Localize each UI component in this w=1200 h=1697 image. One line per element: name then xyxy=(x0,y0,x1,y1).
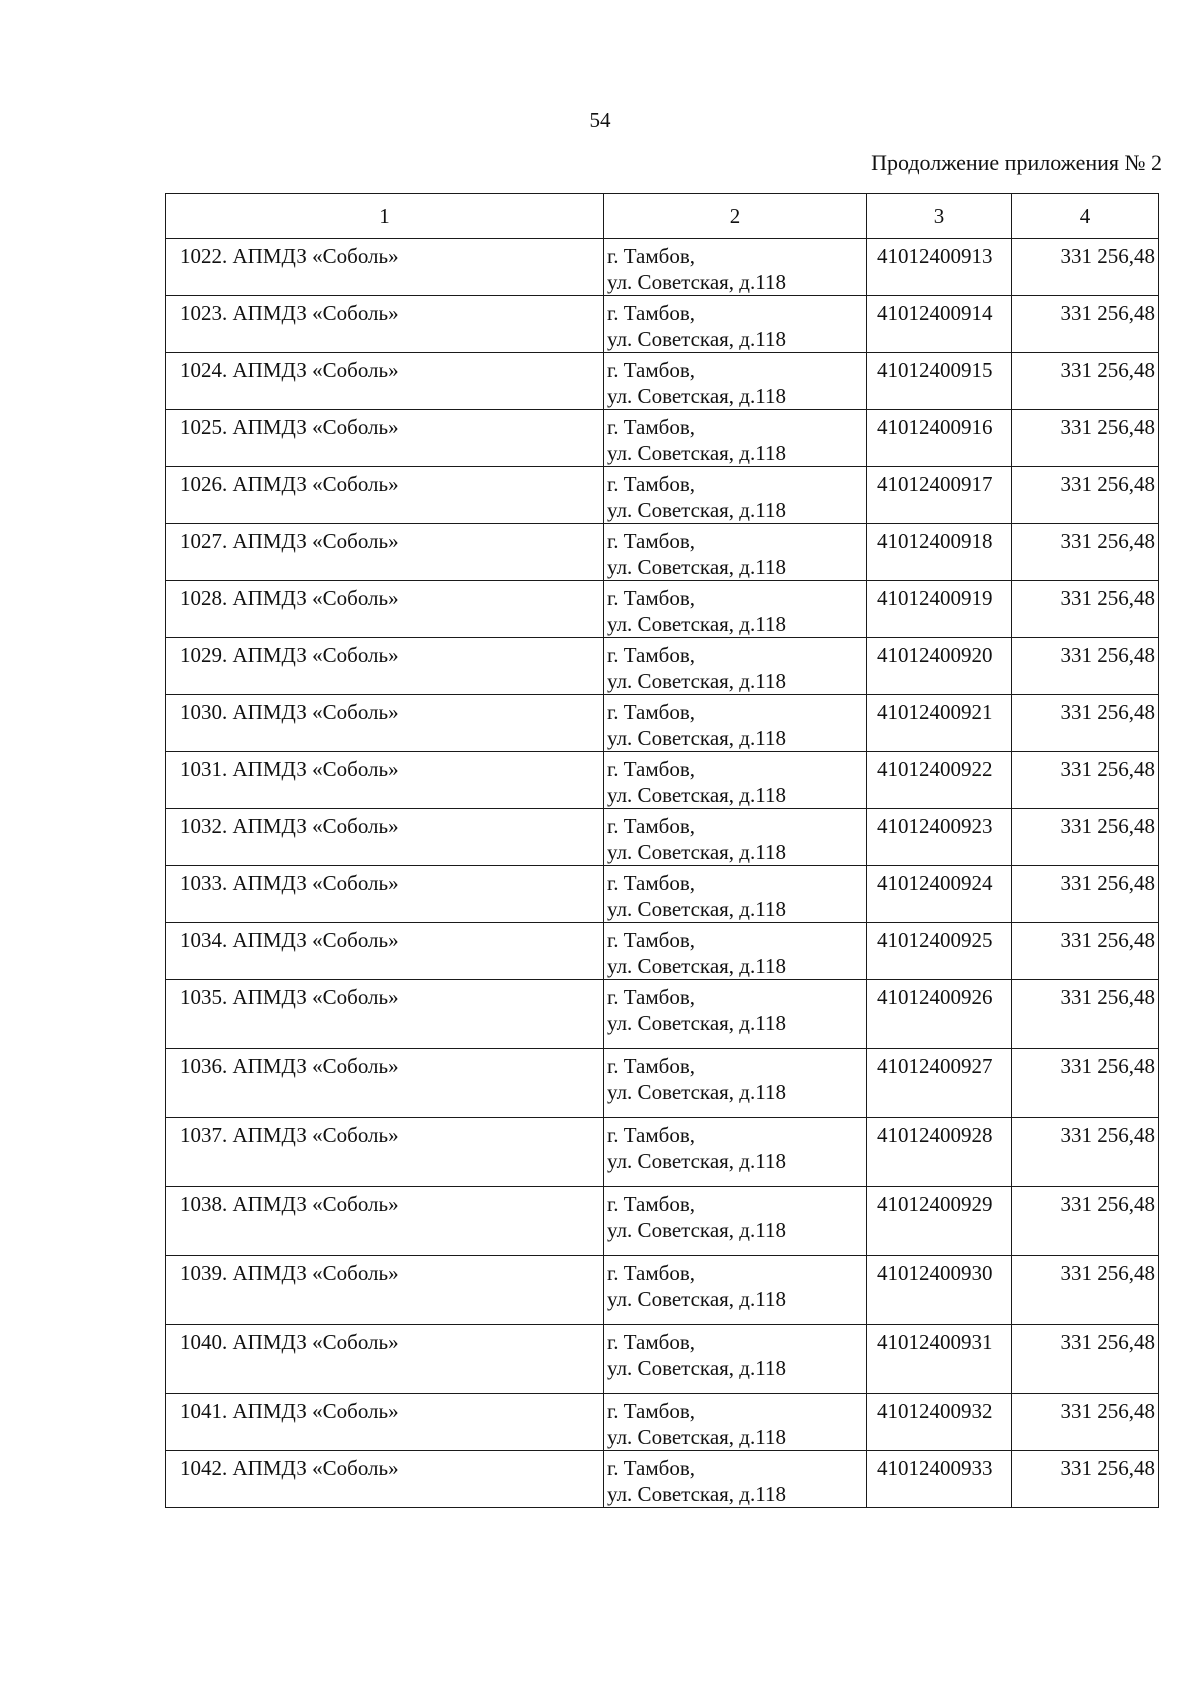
address-street: ул. Советская, д.118 xyxy=(607,726,786,750)
address-cell xyxy=(604,923,867,980)
amount-cell: 331 256,48 xyxy=(1012,239,1159,296)
address-cell xyxy=(604,980,867,1049)
address-cell xyxy=(604,1187,867,1256)
inventory-number-cell: 41012400922 xyxy=(867,752,1012,809)
item-name-cell: 1040. АПМДЗ «Соболь» xyxy=(166,1325,604,1394)
item-name-cell: 1023. АПМДЗ «Соболь» xyxy=(166,296,604,353)
address-street: ул. Советская, д.118 xyxy=(607,1356,786,1380)
address-city: г. Тамбов, xyxy=(607,814,696,838)
address-street: ул. Советская, д.118 xyxy=(607,954,786,978)
address-city: г. Тамбов, xyxy=(607,1456,696,1480)
column-header-1: 1 xyxy=(166,194,604,239)
address-cell xyxy=(604,866,867,923)
amount-cell: 331 256,48 xyxy=(1012,1394,1159,1451)
inventory-number-cell: 41012400916 xyxy=(867,410,1012,467)
address-cell xyxy=(604,1451,867,1508)
table-body xyxy=(166,239,1159,1508)
address-street: ул. Советская, д.118 xyxy=(607,1011,786,1035)
address-street: ул. Советская, д.118 xyxy=(607,1287,786,1311)
item-name-cell: 1042. АПМДЗ «Соболь» xyxy=(166,1451,604,1508)
address-city: г. Тамбов, xyxy=(607,757,696,781)
table-row xyxy=(166,1049,1159,1118)
address-street: ул. Советская, д.118 xyxy=(607,1080,786,1104)
item-name-cell: 1036. АПМДЗ «Соболь» xyxy=(166,1049,604,1118)
address-city: г. Тамбов, xyxy=(607,586,696,610)
inventory-number-cell: 41012400923 xyxy=(867,809,1012,866)
amount-cell: 331 256,48 xyxy=(1012,980,1159,1049)
inventory-number-cell: 41012400918 xyxy=(867,524,1012,581)
address-cell xyxy=(604,581,867,638)
address-street: ул. Советская, д.118 xyxy=(607,555,786,579)
table-row xyxy=(166,752,1159,809)
address-cell xyxy=(604,1394,867,1451)
amount-cell: 331 256,48 xyxy=(1012,524,1159,581)
amount-cell: 331 256,48 xyxy=(1012,923,1159,980)
table-row xyxy=(166,1187,1159,1256)
address-street: ул. Советская, д.118 xyxy=(607,783,786,807)
address-city: г. Тамбов, xyxy=(607,472,696,496)
address-city: г. Тамбов, xyxy=(607,643,696,667)
address-city: г. Тамбов, xyxy=(607,1123,696,1147)
registry-table-wrapper xyxy=(165,193,1158,1508)
table-row xyxy=(166,581,1159,638)
table-row xyxy=(166,1451,1159,1508)
table-row xyxy=(166,1118,1159,1187)
amount-cell: 331 256,48 xyxy=(1012,1049,1159,1118)
address-cell xyxy=(604,638,867,695)
item-name-cell: 1028. АПМДЗ «Соболь» xyxy=(166,581,604,638)
inventory-number-cell: 41012400927 xyxy=(867,1049,1012,1118)
amount-cell: 331 256,48 xyxy=(1012,467,1159,524)
table-row xyxy=(166,524,1159,581)
address-city: г. Тамбов, xyxy=(607,415,696,439)
address-cell xyxy=(604,809,867,866)
address-cell xyxy=(604,467,867,524)
column-header-2: 2 xyxy=(604,194,867,239)
inventory-number-cell: 41012400919 xyxy=(867,581,1012,638)
address-city: г. Тамбов, xyxy=(607,700,696,724)
inventory-number-cell: 41012400917 xyxy=(867,467,1012,524)
address-street: ул. Советская, д.118 xyxy=(607,1482,786,1506)
address-city: г. Тамбов, xyxy=(607,1054,696,1078)
amount-cell: 331 256,48 xyxy=(1012,410,1159,467)
address-street: ул. Советская, д.118 xyxy=(607,498,786,522)
table-row xyxy=(166,695,1159,752)
table-row xyxy=(166,866,1159,923)
address-city: г. Тамбов, xyxy=(607,1399,696,1423)
inventory-number-cell: 41012400920 xyxy=(867,638,1012,695)
amount-cell: 331 256,48 xyxy=(1012,581,1159,638)
address-cell xyxy=(604,353,867,410)
address-cell xyxy=(604,1118,867,1187)
item-name-cell: 1024. АПМДЗ «Соболь» xyxy=(166,353,604,410)
address-city: г. Тамбов, xyxy=(607,871,696,895)
registry-table xyxy=(165,193,1159,1508)
amount-cell: 331 256,48 xyxy=(1012,1451,1159,1508)
inventory-number-cell: 41012400932 xyxy=(867,1394,1012,1451)
item-name-cell: 1039. АПМДЗ «Соболь» xyxy=(166,1256,604,1325)
inventory-number-cell: 41012400924 xyxy=(867,866,1012,923)
item-name-cell: 1037. АПМДЗ «Соболь» xyxy=(166,1118,604,1187)
item-name-cell: 1035. АПМДЗ «Соболь» xyxy=(166,980,604,1049)
address-street: ул. Советская, д.118 xyxy=(607,1218,786,1242)
item-name-cell: 1038. АПМДЗ «Соболь» xyxy=(166,1187,604,1256)
address-city: г. Тамбов, xyxy=(607,928,696,952)
amount-cell: 331 256,48 xyxy=(1012,809,1159,866)
inventory-number-cell: 41012400931 xyxy=(867,1325,1012,1394)
address-street: ул. Советская, д.118 xyxy=(607,612,786,636)
table-row xyxy=(166,296,1159,353)
amount-cell: 331 256,48 xyxy=(1012,296,1159,353)
address-city: г. Тамбов, xyxy=(607,301,696,325)
item-name-cell: 1022. АПМДЗ «Соболь» xyxy=(166,239,604,296)
address-street: ул. Советская, д.118 xyxy=(607,669,786,693)
item-name-cell: 1025. АПМДЗ «Соболь» xyxy=(166,410,604,467)
item-name-cell: 1031. АПМДЗ «Соболь» xyxy=(166,752,604,809)
inventory-number-cell: 41012400933 xyxy=(867,1451,1012,1508)
table-row xyxy=(166,923,1159,980)
table-row xyxy=(166,410,1159,467)
address-cell xyxy=(604,410,867,467)
inventory-number-cell: 41012400915 xyxy=(867,353,1012,410)
amount-cell: 331 256,48 xyxy=(1012,866,1159,923)
address-street: ул. Советская, д.118 xyxy=(607,897,786,921)
address-cell xyxy=(604,1325,867,1394)
item-name-cell: 1027. АПМДЗ «Соболь» xyxy=(166,524,604,581)
address-street: ул. Советская, д.118 xyxy=(607,1149,786,1173)
address-city: г. Тамбов, xyxy=(607,1261,696,1285)
address-street: ул. Советская, д.118 xyxy=(607,270,786,294)
address-city: г. Тамбов, xyxy=(607,1330,696,1354)
address-cell xyxy=(604,752,867,809)
inventory-number-cell: 41012400928 xyxy=(867,1118,1012,1187)
amount-cell: 331 256,48 xyxy=(1012,752,1159,809)
address-city: г. Тамбов, xyxy=(607,358,696,382)
table-row xyxy=(166,1394,1159,1451)
amount-cell: 331 256,48 xyxy=(1012,1325,1159,1394)
appendix-note: Продолжение приложения № 2 xyxy=(871,150,1162,175)
table-row xyxy=(166,638,1159,695)
address-city: г. Тамбов, xyxy=(607,529,696,553)
page-number: 54 xyxy=(589,108,611,132)
amount-cell: 331 256,48 xyxy=(1012,638,1159,695)
address-cell xyxy=(604,239,867,296)
item-name-cell: 1033. АПМДЗ «Соболь» xyxy=(166,866,604,923)
table-row xyxy=(166,1325,1159,1394)
inventory-number-cell: 41012400914 xyxy=(867,296,1012,353)
address-street: ул. Советская, д.118 xyxy=(607,327,786,351)
amount-cell: 331 256,48 xyxy=(1012,353,1159,410)
inventory-number-cell: 41012400929 xyxy=(867,1187,1012,1256)
table-row xyxy=(166,467,1159,524)
address-cell xyxy=(604,695,867,752)
amount-cell: 331 256,48 xyxy=(1012,695,1159,752)
item-name-cell: 1034. АПМДЗ «Соболь» xyxy=(166,923,604,980)
item-name-cell: 1026. АПМДЗ «Соболь» xyxy=(166,467,604,524)
inventory-number-cell: 41012400921 xyxy=(867,695,1012,752)
table-row xyxy=(166,980,1159,1049)
column-header-3: 3 xyxy=(867,194,1012,239)
address-city: г. Тамбов, xyxy=(607,244,696,268)
inventory-number-cell: 41012400930 xyxy=(867,1256,1012,1325)
column-header-4: 4 xyxy=(1012,194,1159,239)
inventory-number-cell: 41012400925 xyxy=(867,923,1012,980)
address-cell xyxy=(604,524,867,581)
address-street: ул. Советская, д.118 xyxy=(607,1425,786,1449)
address-city: г. Тамбов, xyxy=(607,985,696,1009)
amount-cell: 331 256,48 xyxy=(1012,1118,1159,1187)
address-street: ул. Советская, д.118 xyxy=(607,840,786,864)
address-street: ул. Советская, д.118 xyxy=(607,441,786,465)
address-cell xyxy=(604,296,867,353)
table-row xyxy=(166,353,1159,410)
table-header-row xyxy=(166,194,1159,239)
item-name-cell: 1032. АПМДЗ «Соболь» xyxy=(166,809,604,866)
table-row xyxy=(166,809,1159,866)
amount-cell: 331 256,48 xyxy=(1012,1256,1159,1325)
inventory-number-cell: 41012400926 xyxy=(867,980,1012,1049)
inventory-number-cell: 41012400913 xyxy=(867,239,1012,296)
item-name-cell: 1041. АПМДЗ «Соболь» xyxy=(166,1394,604,1451)
table-row xyxy=(166,239,1159,296)
address-city: г. Тамбов, xyxy=(607,1192,696,1216)
address-cell xyxy=(604,1256,867,1325)
address-cell xyxy=(604,1049,867,1118)
item-name-cell: 1030. АПМДЗ «Соболь» xyxy=(166,695,604,752)
amount-cell: 331 256,48 xyxy=(1012,1187,1159,1256)
item-name-cell: 1029. АПМДЗ «Соболь» xyxy=(166,638,604,695)
address-street: ул. Советская, д.118 xyxy=(607,384,786,408)
table-row xyxy=(166,1256,1159,1325)
